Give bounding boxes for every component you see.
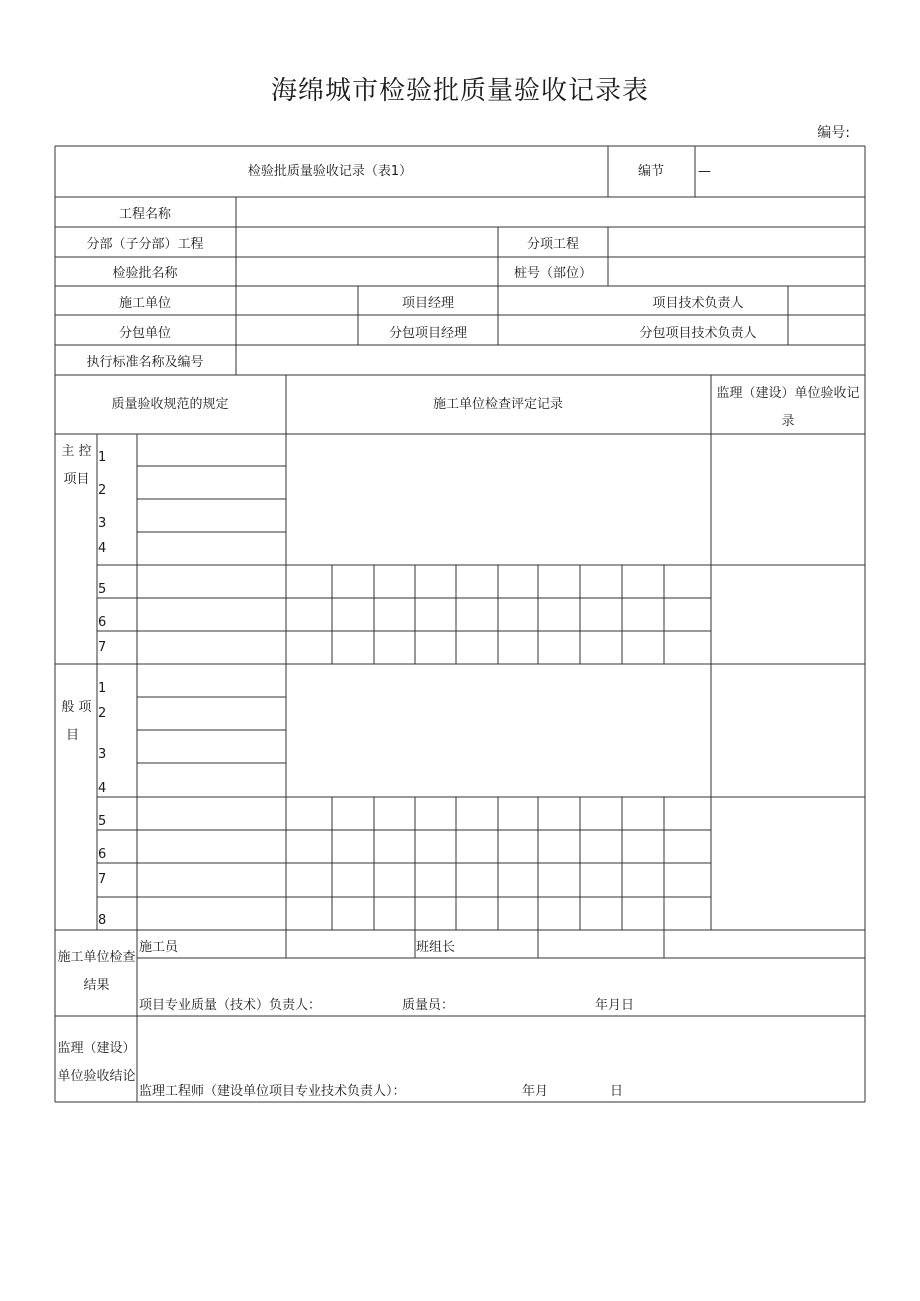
construction-unit-label: 施工单位 [118, 296, 172, 311]
inspector-label: 质量员： [402, 998, 455, 1013]
general-row-number: 5 [98, 814, 107, 829]
general-items-check-area[interactable] [287, 665, 710, 796]
main-row-number: 3 [98, 516, 107, 531]
general-row-number: 4 [98, 781, 107, 796]
main-row-number: 4 [98, 541, 107, 556]
spec-header: 质量验收规范的规定 [111, 397, 229, 412]
main-row-number: 5 [98, 582, 107, 597]
section-label: 编节 [637, 164, 665, 179]
sub-technical-lead-field[interactable] [789, 316, 864, 344]
quality-lead-signoff: 项目专业质量（技术）负责人： [139, 998, 322, 1013]
construction-check-label: 施工单位检查结果 [57, 950, 136, 993]
general-items-label-line1: 般 项 [61, 700, 92, 715]
technical-lead-label: 项目技术负责人 [652, 296, 744, 311]
document-number-label: 编号: [817, 125, 850, 141]
worker-field[interactable] [287, 931, 414, 957]
item-project-field[interactable] [609, 228, 864, 256]
general-row-number: 7 [98, 872, 107, 887]
general-row-number: 1 [98, 681, 107, 696]
main-items-supervision-area-lower[interactable] [712, 566, 864, 663]
worker-label: 施工员 [139, 940, 179, 955]
check-record-header: 施工单位检查评定记录 [432, 397, 564, 412]
general-row-number: 3 [98, 747, 107, 762]
construction-date: 年月日 [595, 998, 635, 1013]
main-row-number: 7 [98, 640, 107, 655]
subcontractor-label: 分包单位 [118, 326, 172, 341]
sub-project-manager-label: 分包项目经理 [388, 326, 468, 341]
supervision-signoff: 监理工程师（建设单位项目专业技术负责人）： [139, 1084, 406, 1099]
general-items-label-line2: 目 [66, 728, 80, 743]
form-title: 海绵城市检验批质量验收记录表 [270, 76, 649, 106]
project-name-label: 工程名称 [118, 207, 172, 222]
sub-project-label: 分部（子分部）工程 [86, 237, 204, 252]
subcontractor-field[interactable] [237, 316, 357, 344]
item-project-label: 分项工程 [526, 237, 580, 252]
batch-name-label: 检验批名称 [112, 266, 178, 281]
supervision-header: 监理（建设）单位验收记录 [716, 386, 860, 429]
standard-label: 执行标准名称及编号 [86, 355, 204, 370]
sub-technical-lead-label: 分包项目技术负责人 [639, 326, 757, 341]
standard-field[interactable] [237, 346, 864, 374]
main-items-label-line2: 项目 [63, 472, 90, 487]
construction-unit-field[interactable] [237, 287, 357, 314]
general-row-number: 2 [98, 706, 107, 721]
supervision-day: 日 [610, 1084, 624, 1099]
sub-project-field[interactable] [237, 228, 497, 256]
general-items-label [56, 694, 97, 750]
supervision-check-label: 监理（建设）单位验收结论 [57, 1041, 136, 1084]
team-leader-field[interactable] [539, 931, 663, 957]
sub-project-manager-field[interactable] [499, 316, 607, 344]
main-items-label [56, 438, 97, 494]
main-items-label-line1: 主 控 [61, 444, 92, 459]
batch-name-field[interactable] [237, 258, 497, 285]
team-leader-label: 班组长 [416, 940, 456, 955]
general-row-number: 6 [98, 847, 107, 862]
technical-lead-field[interactable] [789, 287, 864, 314]
station-label: 桩号（部位） [513, 266, 593, 281]
station-field[interactable] [609, 258, 864, 285]
main-row-number: 2 [98, 483, 107, 498]
general-items-supervision-area-lower[interactable] [712, 798, 864, 929]
project-manager-label: 项目经理 [401, 296, 455, 311]
general-row-number: 8 [98, 913, 107, 928]
main-row-number: 1 [98, 450, 107, 465]
project-manager-field[interactable] [499, 287, 607, 314]
section-value[interactable]: — [698, 164, 711, 179]
main-items-check-area[interactable] [287, 435, 710, 564]
supervision-year-month: 年月 [522, 1084, 549, 1099]
main-row-number: 6 [98, 615, 107, 630]
general-items-supervision-area[interactable] [712, 665, 864, 796]
main-items-supervision-area[interactable] [712, 435, 864, 564]
project-name-field[interactable] [237, 198, 864, 226]
record-title: 检验批质量验收记录（表1） [247, 164, 413, 179]
